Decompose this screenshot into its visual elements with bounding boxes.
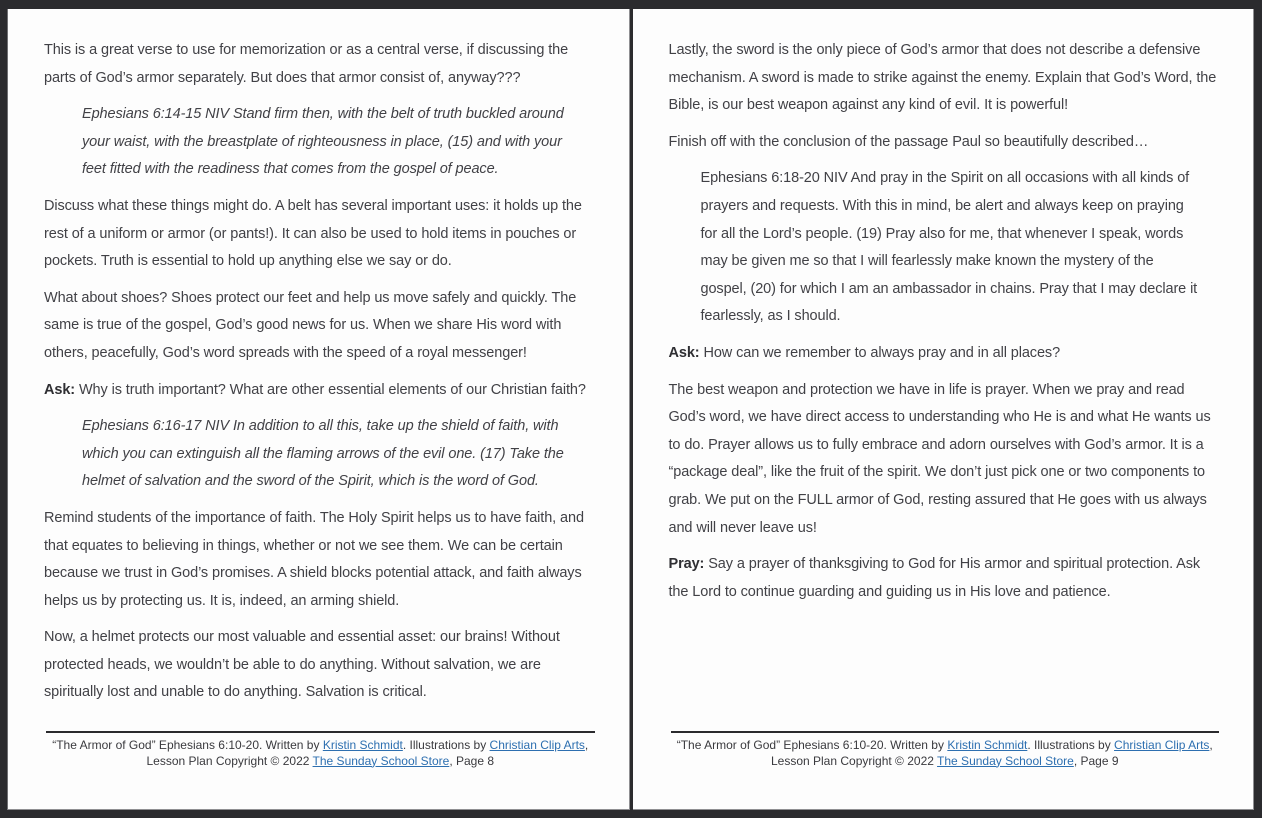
paragraph: Now, a helmet protects our most valuable and essential asset: our brains! Without protected heads, we wouldn’t be able to do anything. Without salvation, we are spiritually lost and unable to do anything. Salvation is critical. — [44, 629, 560, 701]
scripture-quote-eph-6-16-17: Ephesians 6:16-17 NIV In addition to all this, take up the shield of faith, with which you can extinguish all the flaming arrows of the evil one. (17) Take the helmet of salvation and the sword of the Spirit, which is the word of God. — [82, 418, 564, 490]
page-8 — [7, 9, 630, 810]
scripture-quote-eph-6-14-15: Ephesians 6:14-15 NIV Stand firm then, with the belt of truth buckled around your waist, with the breastplate of righteousness in place, (15) and with your feet fitted with the readiness that comes from the gospel of peace. — [82, 106, 564, 178]
ask-label: Ask: — [668, 344, 700, 361]
footer-copy: . Illustrations by — [402, 738, 490, 752]
paragraph: The best weapon and protection we have in life is prayer. When we pray and read God’s word, we have direct access to understanding who He is and what He wants us to do. Prayer allows us to fully embrace and adorn ourselves with God’s armor. It is a “package deal”, like the fruit of the spirit. We don’t just pick one or two components to grab. We put on the FULL armor of God, resting assured that He goes with us always and will never leave us! — [668, 381, 1211, 536]
paragraph: Finish off with the conclusion of the passage Paul so beautifully described… — [668, 133, 1149, 150]
footer-copy: “The Armor of God” Ephesians 6:10-20. Written by — [676, 738, 948, 752]
paragraph: Lastly, the sword is the only piece of God’s armor that does not describe a defensive mechanism. A sword is made to strike against the enemy. Explain that God’s Word, the Bible, is our best weapon against any kind of evil. It is powerful! — [668, 42, 1217, 114]
store-link[interactable]: The Sunday School Store — [937, 753, 1074, 768]
page-number-text: , Page 9 — [1073, 753, 1119, 768]
pray-label: Pray: — [668, 556, 705, 573]
pray-paragraph — [669, 551, 1224, 606]
ask-question: How can we remember to always pray and in all places? — [703, 344, 1061, 361]
page-9 — [633, 9, 1255, 810]
footer-divider — [671, 731, 1220, 733]
footer-copy: , Lesson Plan Copyright © 2022 — [770, 738, 1213, 768]
illustrations-link[interactable]: Christian Clip Arts — [489, 738, 585, 752]
pray-instruction: Say a prayer of thanksgiving to God for His armor and spiritual protection. Ask the Lord to continue guarding and guiding us in His love and patience. — [668, 556, 1201, 600]
paragraph: What about shoes? Shoes protect our feet and help us move safely and quickly. The same is true of the gospel, God’s good news for us. When we share His word with others, peacefully, God’s word spreads with the speed of a royal messenger! — [44, 289, 577, 361]
paragraph: Discuss what these things might do. A belt has several important uses: it holds up the rest of a uniform or armor (or pants!). It can also be used to hold items in pouches or pockets. Truth is essential to hold up anything else we say or do. — [44, 197, 582, 270]
author-link[interactable]: Kristin Schmidt — [947, 738, 1028, 752]
footer-copy: . Illustrations by — [1027, 738, 1115, 752]
scripture-quote-eph-6-18-20: Ephesians 6:18-20 NIV And pray in the Spirit on all occasions with all kinds of prayers and requests. With this in mind, be alert and always keep on praying for all the Lord’s people. (19) Pray also for me, that whenever I speak, words may be given me so that I will fearlessly make known the mystery of the gospel, (20) for which I am an ambassador in chains. Pray that I may declare it fearlessly, as I should. — [700, 170, 1198, 325]
ask-paragraph — [669, 340, 1224, 368]
ask-paragraph — [44, 377, 599, 405]
page-footer — [44, 731, 597, 769]
footer-copy: , Lesson Plan Copyright © 2022 — [146, 738, 589, 768]
paragraph: This is a great verse to use for memorization or as a central verse, if discussing the parts of God’s armor separately. But does that armor consist of, anyway??? — [44, 42, 569, 86]
footer-copy: “The Armor of God” Ephesians 6:10-20. Written by — [52, 738, 323, 752]
store-link[interactable]: The Sunday School Store — [312, 753, 450, 768]
page-footer — [669, 731, 1222, 769]
paragraph: Remind students of the importance of faith. The Holy Spirit helps us to have faith, and that equates to believing in things, whether or not we see them. We can be certain because we trust in God’s promises. A shield blocks potential attack, and faith always helps us by protecting us. It is, indeed, an arming shield. — [44, 509, 584, 609]
page-number-text: , Page 8 — [449, 753, 495, 768]
author-link[interactable]: Kristin Schmidt — [322, 738, 403, 752]
footer-divider — [46, 731, 595, 733]
ask-label: Ask: — [44, 381, 76, 398]
ask-question: Why is truth important? What are other essential elements of our Christian faith? — [78, 381, 586, 398]
footer-text — [44, 738, 597, 769]
footer-text — [669, 738, 1222, 769]
illustrations-link[interactable]: Christian Clip Arts — [1114, 738, 1210, 752]
